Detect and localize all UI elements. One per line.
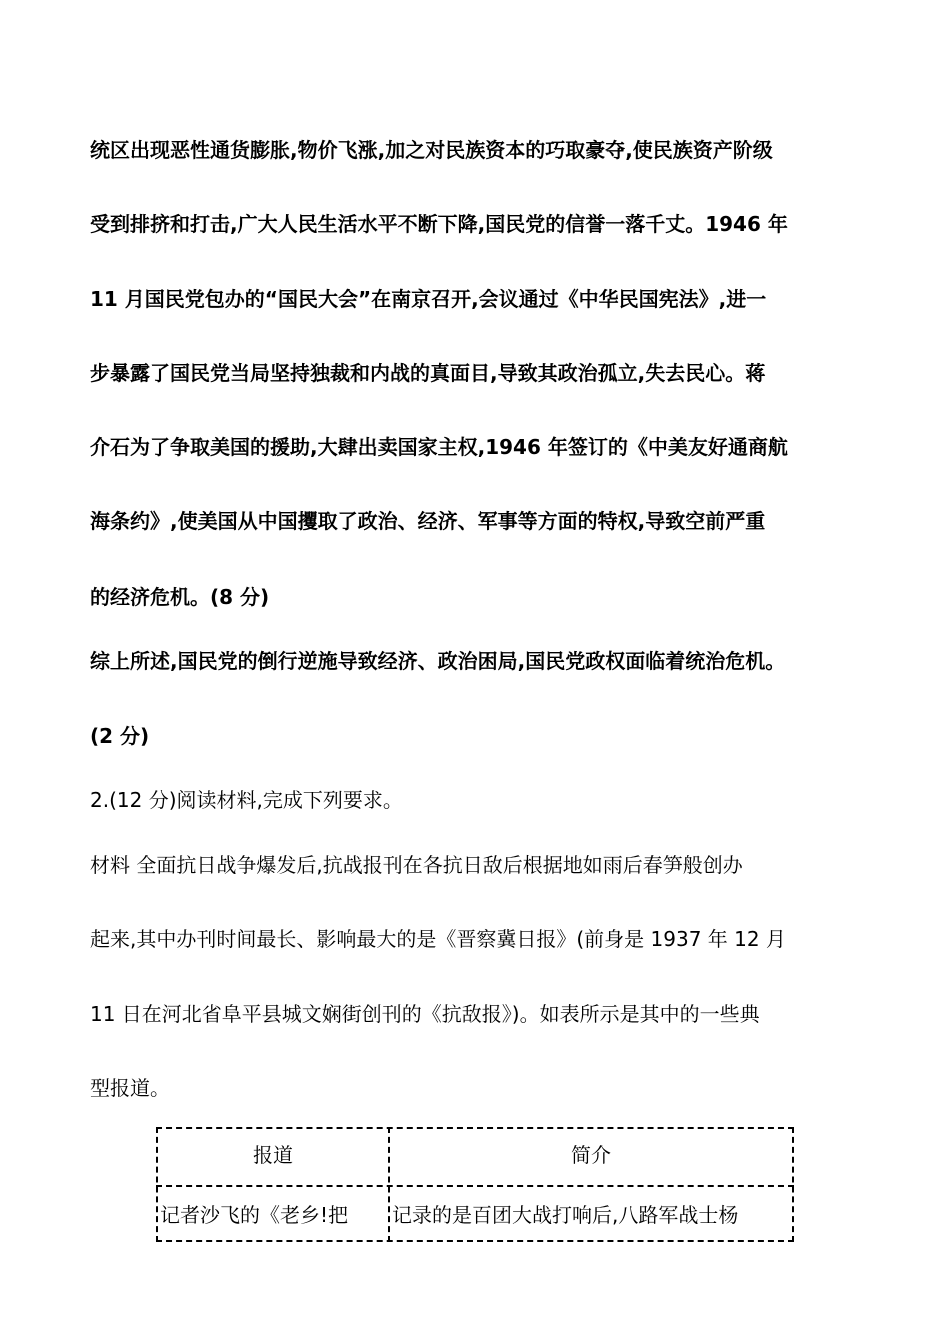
text-line: 起来,其中办刊时间最长、影响最大的是《晋察冀日报》(前身是 1937 年 12 月 [90,927,786,951]
table-header-summary: 简介 [571,1143,611,1167]
text-line: 综上所述,国民党的倒行逆施导致经济、政治困局,国民党政权面临着统治危机。 [90,649,786,673]
table-cell: 记者沙飞的《老乡!把 [160,1203,349,1227]
text-line: 型报道。 [90,1076,170,1100]
text-line: 步暴露了国民党当局坚持独裁和内战的真面目,导致其政治孤立,失去民心。蒋 [90,361,766,385]
table-border-bottom [156,1240,794,1242]
table-header-report: 报道 [253,1143,293,1167]
table-cell: 记录的是百团大战打响后,八路军战士杨 [392,1203,739,1227]
text-line: 海条约》,使美国从中国攫取了政治、经济、军事等方面的特权,导致空前严重 [90,509,766,533]
text-line: 的经济危机。(8 分) [90,585,270,609]
text-line: 11 月国民党包办的“国民大会”在南京召开,会议通过《中华民国宪法》,进一 [90,287,767,311]
text-line: 材料 全面抗日战争爆发后,抗战报刊在各抗日敌后根据地如雨后春笋般创办 [90,853,743,877]
text-line: 介石为了争取美国的援助,大肆出卖国家主权,1946 年签订的《中美友好通商航 [90,435,788,459]
report-table [156,1127,794,1242]
table-border-top [156,1127,794,1129]
text-line: 11 日在河北省阜平县城文娴街创刊的《抗敌报》)。如表所示是其中的一些典 [90,1002,760,1026]
table-row-divider [156,1185,794,1187]
table-border-right [792,1127,794,1242]
text-line: (2 分) [90,724,150,748]
question-title: 2.(12 分)阅读材料,完成下列要求。 [90,788,403,812]
text-line: 统区出现恶性通货膨胀,物价飞涨,加之对民族资本的巧取豪夺,使民族资产阶级 [90,138,773,162]
text-line: 受到排挤和打击,广大人民生活水平不断下降,国民党的信誉一落千丈。1946 年 [90,212,788,236]
